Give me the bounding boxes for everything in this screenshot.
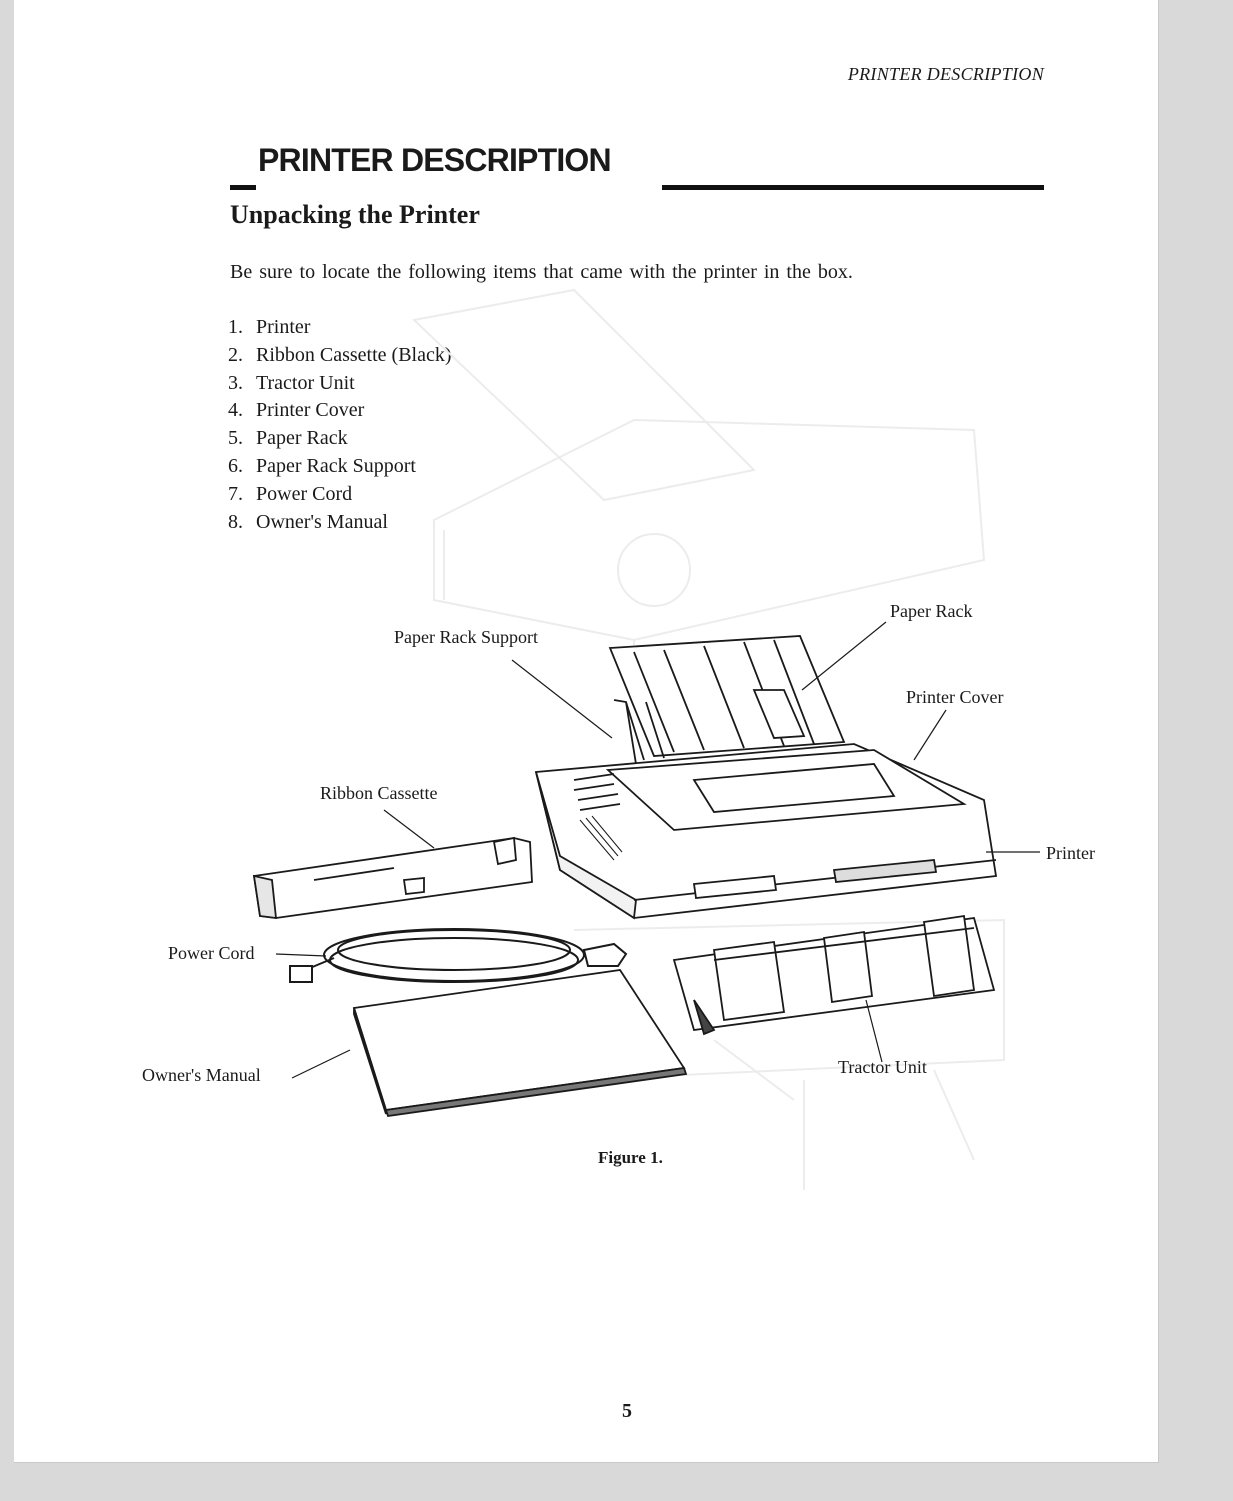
callout-paper-rack: Paper Rack [890, 601, 973, 621]
ribbon-cassette-drawing [254, 838, 532, 918]
figure-1 [14, 0, 1158, 1462]
callout-printer-cover: Printer Cover [906, 687, 1004, 707]
list-item: 5. Paper Rack [228, 427, 348, 450]
owners-manual-drawing [354, 970, 686, 1116]
callout-printer: Printer [1046, 843, 1095, 863]
subtitle: Unpacking the Printer [230, 200, 480, 229]
printer-illustration [14, 0, 1158, 1462]
document-page [14, 0, 1159, 1463]
list-item: 8. Owner's Manual [228, 510, 388, 533]
list-item: 7. Power Cord [228, 482, 353, 505]
page-number: 5 [622, 1400, 632, 1422]
list-item: 6. Paper Rack Support [228, 454, 416, 477]
intro-paragraph: Be sure to locate the following items that came with the printer in the box. [230, 261, 853, 283]
paper-rack-drawing [610, 636, 844, 764]
figure-caption: Figure 1. [598, 1148, 663, 1167]
callout-tractor-unit: Tractor Unit [838, 1057, 927, 1077]
running-head: PRINTER DESCRIPTION [847, 64, 1044, 84]
callout-power-cord: Power Cord [168, 943, 255, 963]
power-cord-drawing [290, 929, 626, 982]
list-item: 4. Printer Cover [228, 399, 365, 422]
tractor-unit-drawing [674, 916, 994, 1034]
callout-paper-rack-support: Paper Rack Support [394, 627, 538, 647]
list-item: 3. Tractor Unit [228, 371, 355, 394]
callout-owners-manual: Owner's Manual [142, 1065, 261, 1085]
section-title: PRINTER DESCRIPTION [258, 142, 611, 178]
list-item: 2. Ribbon Cassette (Black) [228, 343, 452, 366]
printer-drawing [536, 744, 996, 918]
callout-ribbon-cassette: Ribbon Cassette [320, 783, 438, 803]
list-item: 1. Printer [228, 316, 311, 338]
